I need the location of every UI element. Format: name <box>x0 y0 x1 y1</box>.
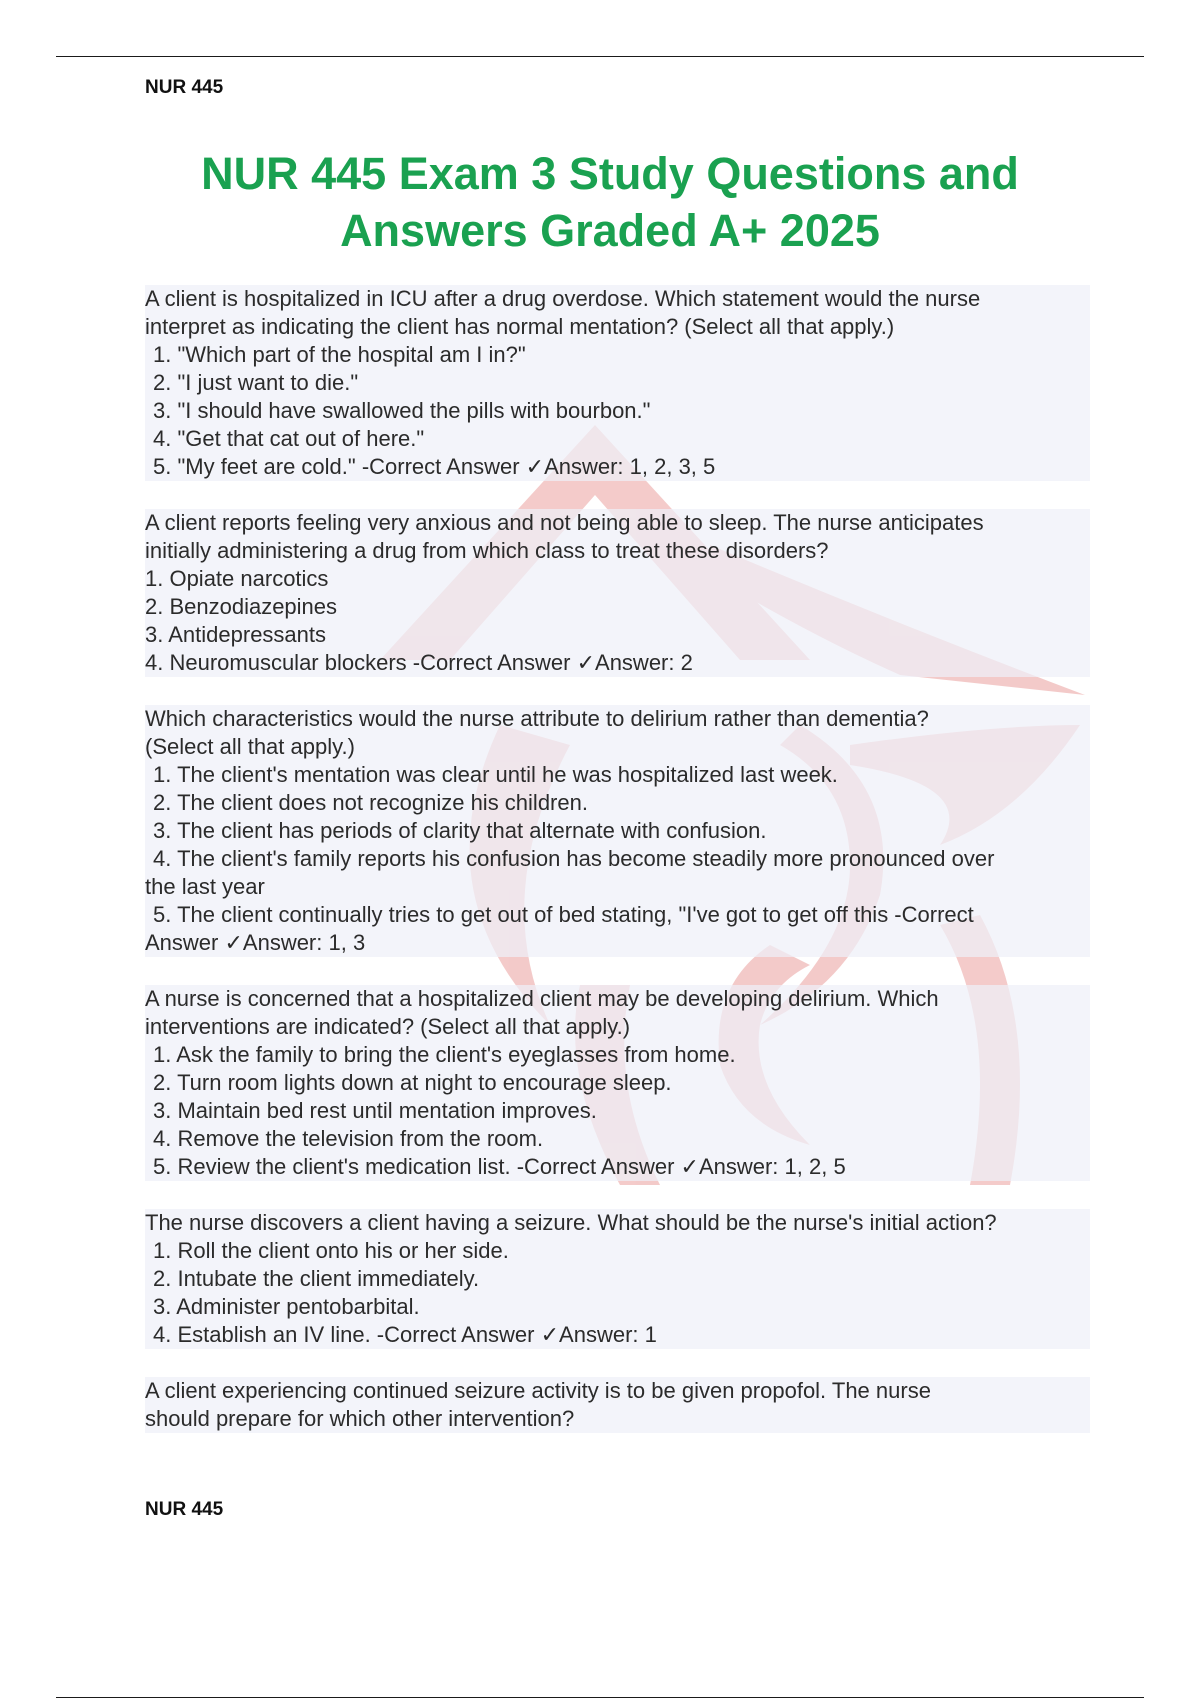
answer-option-correct: 4. Establish an IV line. -Correct Answer ✓Answer: 1 <box>145 1321 1090 1349</box>
answer-option: 1. The client's mentation was clear until he was hospitalized last week. <box>145 761 1090 789</box>
answer-option: 1. Roll the client onto his or her side. <box>145 1237 1090 1265</box>
answer-option: 2. Turn room lights down at night to encourage sleep. <box>145 1069 1090 1097</box>
question-list <box>145 285 1090 1461</box>
answer-option-correct: 4. Neuromuscular blockers -Correct Answer ✓Answer: 2 <box>145 649 1090 677</box>
answer-option-correct: 5. "My feet are cold." -Correct Answer ✓Answer: 1, 2, 3, 5 <box>145 453 1090 481</box>
question-stem: A client is hospitalized in ICU after a drug overdose. Which statement would the nurse <box>145 285 1090 313</box>
answer-option: 3. "I should have swallowed the pills with bourbon." <box>145 397 1090 425</box>
answer-option: 1. "Which part of the hospital am I in?" <box>145 341 1090 369</box>
top-rule <box>56 56 1144 57</box>
answer-option: 3. Maintain bed rest until mentation improves. <box>145 1097 1090 1125</box>
title-line-2: Answers Graded A+ 2025 <box>340 205 880 256</box>
question-stem: interventions are indicated? (Select all that apply.) <box>145 1013 1090 1041</box>
question-block-3 <box>145 705 1090 957</box>
question-stem: interpret as indicating the client has normal mentation? (Select all that apply.) <box>145 313 1090 341</box>
question-stem: (Select all that apply.) <box>145 733 1090 761</box>
answer-option: 4. The client's family reports his confusion has become steadily more pronounced over <box>145 845 1090 873</box>
title-line-1: NUR 445 Exam 3 Study Questions and <box>201 148 1019 199</box>
answer-option: 4. Remove the television from the room. <box>145 1125 1090 1153</box>
page-footer-course: NUR 445 <box>145 1499 224 1520</box>
question-block-4 <box>145 985 1090 1181</box>
answer-option: 2. "I just want to die." <box>145 369 1090 397</box>
answer-option: 2. Benzodiazepines <box>145 593 1090 621</box>
document-title <box>130 145 1090 259</box>
answer-option: 2. The client does not recognize his children. <box>145 789 1090 817</box>
page-header-course: NUR 445 <box>145 77 224 98</box>
bottom-rule <box>56 1697 1144 1698</box>
question-block-5 <box>145 1209 1090 1349</box>
question-stem: Which characteristics would the nurse attribute to delirium rather than dementia? <box>145 705 1090 733</box>
answer-option: 1. Opiate narcotics <box>145 565 1090 593</box>
answer-option: 3. Antidepressants <box>145 621 1090 649</box>
answer-option-continued: the last year <box>145 873 1090 901</box>
question-stem: initially administering a drug from which class to treat these disorders? <box>145 537 1090 565</box>
answer-option: 3. Administer pentobarbital. <box>145 1293 1090 1321</box>
question-stem: A client reports feeling very anxious and not being able to sleep. The nurse anticipates <box>145 509 1090 537</box>
answer-option: 1. Ask the family to bring the client's eyeglasses from home. <box>145 1041 1090 1069</box>
answer-option: 4. "Get that cat out of here." <box>145 425 1090 453</box>
answer-option: 3. The client has periods of clarity that alternate with confusion. <box>145 817 1090 845</box>
question-stem: A nurse is concerned that a hospitalized client may be developing delirium. Which <box>145 985 1090 1013</box>
question-stem: The nurse discovers a client having a seizure. What should be the nurse's initial action? <box>145 1209 1090 1237</box>
answer-option: 2. Intubate the client immediately. <box>145 1265 1090 1293</box>
question-stem: A client experiencing continued seizure activity is to be given propofol. The nurse <box>145 1377 1090 1405</box>
answer-option-correct: 5. Review the client's medication list. -Correct Answer ✓Answer: 1, 2, 5 <box>145 1153 1090 1181</box>
answer-option: 5. The client continually tries to get out of bed stating, "I've got to get off this -Correct <box>145 901 1090 929</box>
question-block-2 <box>145 509 1090 677</box>
question-stem: should prepare for which other intervention? <box>145 1405 1090 1433</box>
question-block-6 <box>145 1377 1090 1433</box>
answer-option-correct: Answer ✓Answer: 1, 3 <box>145 929 1090 957</box>
question-block-1 <box>145 285 1090 481</box>
